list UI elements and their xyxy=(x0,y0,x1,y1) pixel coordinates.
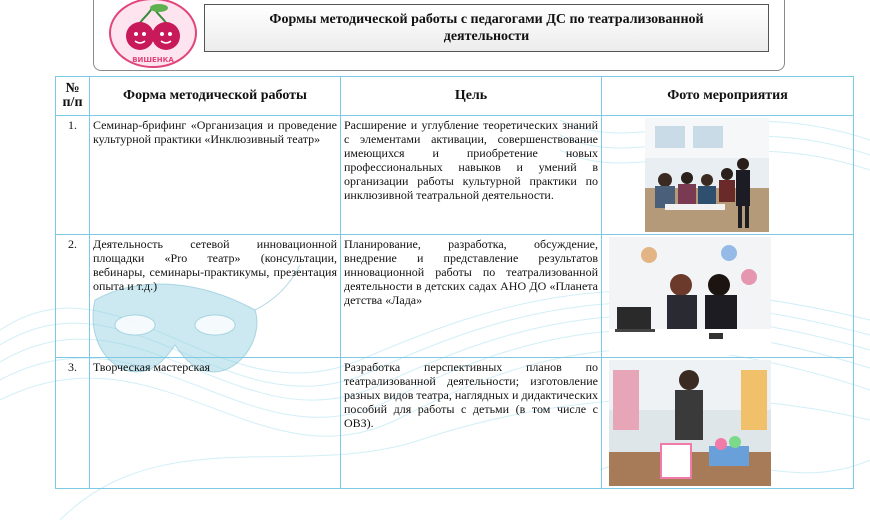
workshop-photo xyxy=(609,360,771,486)
row-number: 1. xyxy=(56,116,90,235)
column-header-photo: Фото мероприятия xyxy=(602,77,854,116)
methodical-work-table xyxy=(55,76,854,489)
column-header-goal: Цель xyxy=(341,77,602,116)
network-photo xyxy=(609,237,771,355)
table-row xyxy=(56,235,854,358)
row-number: 2. xyxy=(56,235,90,358)
table-header-row xyxy=(56,77,854,116)
row-form: Деятельность сетевой инновационной площадки «Pro театр» (консультации, вебинары, семинары-практикумы, презентация опыта и т.д.) xyxy=(90,235,341,358)
page-title: Формы методической работы с педагогами ДС по театрализованной деятельности xyxy=(204,4,769,52)
column-header-form: Форма методической работы xyxy=(90,77,341,116)
column-header-number: № п/п xyxy=(56,77,90,116)
table-row xyxy=(56,358,854,489)
row-goal: Разработка перспективных планов по театрализованной деятельности; изготовление разных видов театра, наглядных и дидактических пособий для работы с детьми (в том числе с ОВЗ). xyxy=(341,358,602,489)
row-form: Творческая мастерская xyxy=(90,358,341,489)
row-number: 3. xyxy=(56,358,90,489)
logo-text: ВИШЕНКА xyxy=(132,56,174,64)
vishenka-logo xyxy=(108,0,198,70)
seminar-photo xyxy=(645,118,769,232)
row-form: Семинар-брифинг «Организация и проведение культурной практики «Инклюзивный театр» xyxy=(90,116,341,235)
row-goal: Планирование, разработка, обсуждение, внедрение и представление результатов инновационной работы по театрализованной деятельности в детских садах АНО ДО «Планета детства «Лада» xyxy=(341,235,602,358)
row-photo-cell xyxy=(602,358,854,489)
table-row xyxy=(56,116,854,235)
row-photo-cell xyxy=(602,235,854,358)
header-banner xyxy=(93,0,785,71)
row-photo-cell xyxy=(602,116,854,235)
row-goal: Расширение и углубление теоретических знаний с элементами активации, совершенствование имеющихся и приобретение новых профессиональных навыков и умений в организации работы культурной практики по инклюзивной театральной деятельности. xyxy=(341,116,602,235)
